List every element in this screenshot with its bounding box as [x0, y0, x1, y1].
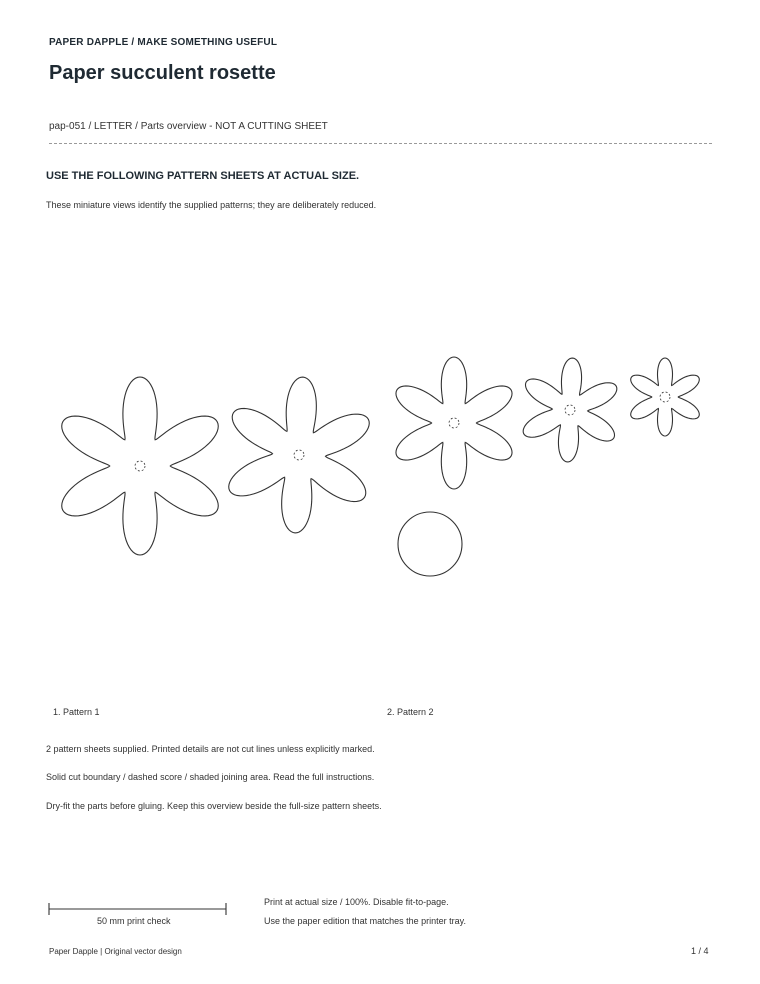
- flower-piece-small: [523, 358, 617, 462]
- center-mark-3: [449, 418, 459, 428]
- center-mark-4: [565, 405, 575, 415]
- footer-credit: Paper Dapple | Original vector design: [49, 947, 182, 956]
- pattern-label-1: 1. Pattern 1: [53, 707, 100, 717]
- page-title: Paper succulent rosette: [49, 62, 276, 84]
- note-line-2: Solid cut boundary / dashed score / shaded joining area. Read the full instructions.: [46, 772, 375, 782]
- pattern-label-2: 2. Pattern 2: [387, 707, 434, 717]
- round-base-piece: [398, 512, 462, 576]
- print-instruction-1: Print at actual size / 100%. Disable fit-to-page.: [264, 897, 449, 907]
- flower-piece-smallest: [631, 358, 700, 436]
- flower-piece-medium: [396, 357, 512, 489]
- center-mark-5: [660, 392, 670, 402]
- flower-piece-large-1: [62, 377, 219, 555]
- print-instruction-2: Use the paper edition that matches the printer tray.: [264, 916, 466, 926]
- note-line-1: 2 pattern sheets supplied. Printed details are not cut lines unless explicitly marked.: [46, 744, 375, 754]
- scale-bar-label: 50 mm print check: [97, 916, 171, 926]
- brand-line: PAPER DAPPLE / MAKE SOMETHING USEFUL: [49, 37, 278, 48]
- flower-piece-large-2: [229, 377, 370, 533]
- instructions-heading: USE THE FOLLOWING PATTERN SHEETS AT ACTUAL SIZE.: [46, 170, 360, 182]
- instructions-note: These miniature views identify the supplied patterns; they are deliberately reduced.: [46, 200, 377, 210]
- center-mark-2: [294, 450, 304, 460]
- pattern-thumbnails: [0, 340, 760, 590]
- note-line-3: Dry-fit the parts before gluing. Keep this overview beside the full-size pattern sheets.: [46, 801, 382, 811]
- center-mark-1: [135, 461, 145, 471]
- document-meta: pap-051 / LETTER / Parts overview - NOT A CUTTING SHEET: [49, 121, 328, 132]
- dashed-divider: [49, 143, 712, 144]
- page-number: 1 / 4: [691, 946, 709, 956]
